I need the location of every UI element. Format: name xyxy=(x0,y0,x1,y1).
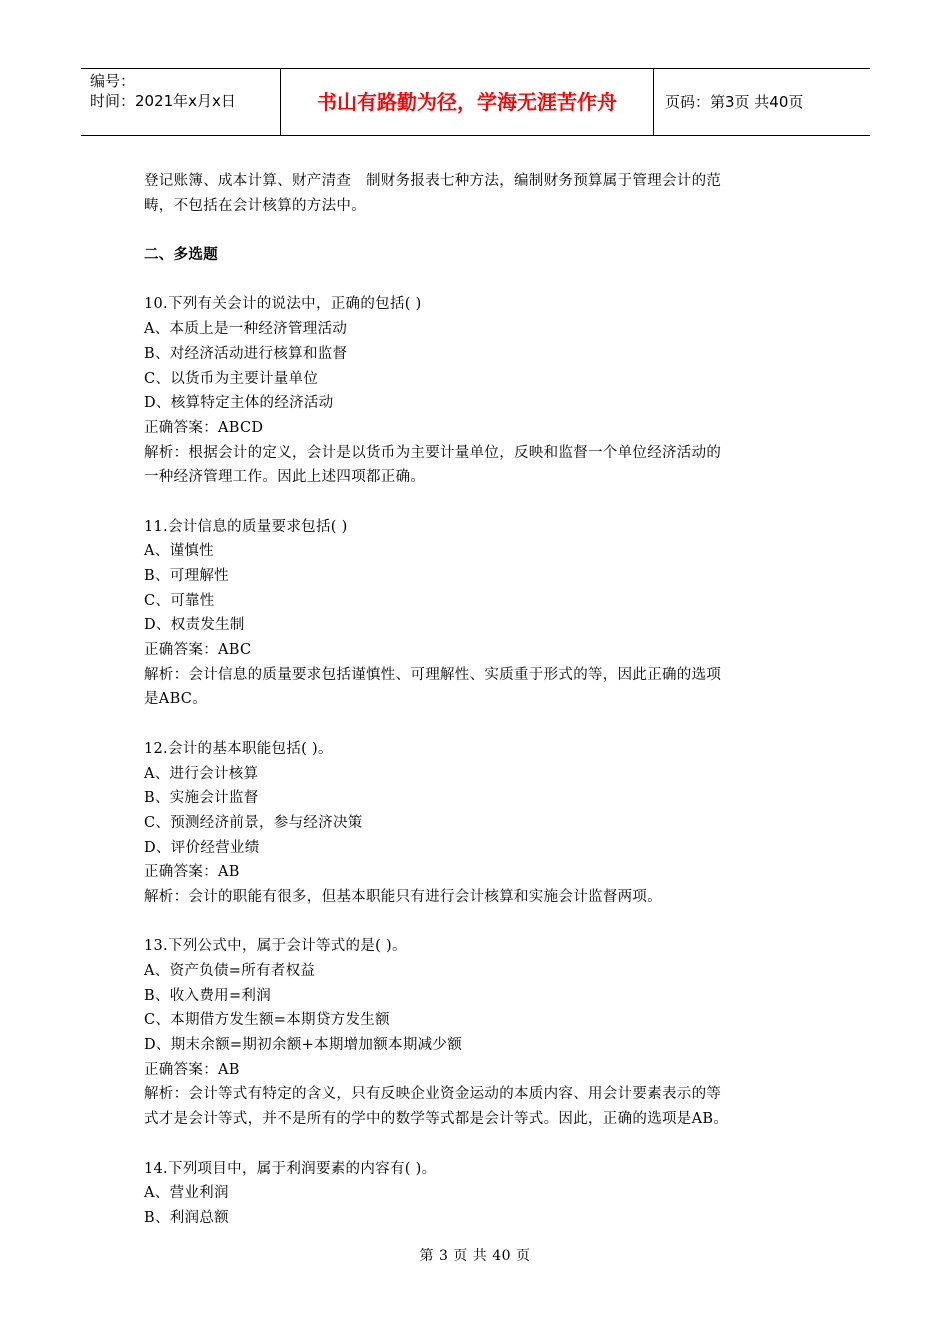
option-b: B、可理解性 xyxy=(144,568,229,584)
option-c: C、本期借方发生额=本期贷方发生额 xyxy=(144,1012,390,1029)
question-text: 13.下列公式中，属于会计等式的是( )。 xyxy=(144,938,407,955)
analysis-text: 解析：会计信息的质量要求包括谨慎性、可理解性、实质重于形式的等，因此正确的选项 xyxy=(144,666,722,683)
question-block xyxy=(144,934,804,1132)
analysis-text: 解析：会计的职能有很多，但基本职能只有进行会计核算和实施会计监督两项。 xyxy=(144,888,662,905)
analysis-text: 是ABC。 xyxy=(144,691,207,708)
header-number-label: 编号： xyxy=(90,72,136,90)
question-block xyxy=(144,292,804,490)
intro-line: 登记账簿、成本计算、财产清查 制财务报表七种方法，编制财务预算属于管理会计的范 xyxy=(144,173,722,189)
option-c: C、以货币为主要计量单位 xyxy=(144,370,319,387)
option-a: A、资产负债=所有者权益 xyxy=(144,963,316,979)
option-c: C、预测经济前景，参与经济决策 xyxy=(144,814,363,831)
question-block xyxy=(144,515,804,713)
option-d: D、评价经营业绩 xyxy=(144,839,260,856)
answer-text: 正确答案：AB xyxy=(144,864,240,881)
question-block xyxy=(144,1157,804,1231)
option-b: B、实施会计监督 xyxy=(144,790,259,807)
analysis-text: 式才是会计等式，并不是所有的学中的数学等式都是会计等式。因此，正确的选项是AB。 xyxy=(144,1111,729,1128)
option-b: B、收入费用=利润 xyxy=(144,987,272,1004)
header-time-label: 时间：2021年x月x日 xyxy=(90,92,236,110)
option-d: D、期末余额=期初余额+本期增加额本期减少额 xyxy=(144,1037,463,1054)
option-a: A、营业利润 xyxy=(144,1185,229,1202)
analysis-text: 一种经济管理工作。因此上述四项都正确。 xyxy=(144,469,426,486)
option-d: D、权责发生制 xyxy=(144,617,245,634)
option-a: A、谨慎性 xyxy=(144,543,214,560)
answer-text: 正确答案：AB xyxy=(144,1061,240,1078)
option-a: A、进行会计核算 xyxy=(144,765,259,782)
option-c: C、可靠性 xyxy=(144,592,215,609)
option-b: B、利润总额 xyxy=(144,1209,229,1226)
question-text: 14.下列项目中，属于利润要素的内容有( )。 xyxy=(144,1160,437,1177)
question-text: 11.会计信息的质量要求包括( ) xyxy=(144,518,348,535)
question-block xyxy=(144,737,804,910)
option-a: A、本质上是一种经济管理活动 xyxy=(144,321,348,338)
intro-line: 畴，不包括在会计核算的方法中。 xyxy=(144,197,366,214)
answer-text: 正确答案：ABCD xyxy=(144,419,264,436)
page-header xyxy=(81,68,870,136)
option-d: D、核算特定主体的经济活动 xyxy=(144,395,334,412)
answer-text: 正确答案：ABC xyxy=(144,642,252,659)
page-footer: 第 3 页 共 40 页 xyxy=(419,1248,531,1264)
header-motto: 书山有路勤为径，学海无涯苦作舟 xyxy=(281,69,654,135)
section-title: 二、多选题 xyxy=(144,247,218,264)
document-body xyxy=(144,169,804,1231)
question-text: 12.会计的基本职能包括( )。 xyxy=(144,740,333,757)
header-meta xyxy=(81,69,281,135)
header-page-info: 页码：第3页 共40页 xyxy=(665,93,804,111)
analysis-text: 解析：根据会计的定义，会计是以货币为主要计量单位，反映和监督一个单位经济活动的 xyxy=(144,444,722,461)
question-text: 10.下列有关会计的说法中，正确的包括( ) xyxy=(144,296,422,313)
option-b: B、对经济活动进行核算和监督 xyxy=(144,345,348,362)
analysis-text: 解析：会计等式有特定的含义，只有反映企业资金运动的本质内容、用会计要素表示的等 xyxy=(144,1086,722,1103)
